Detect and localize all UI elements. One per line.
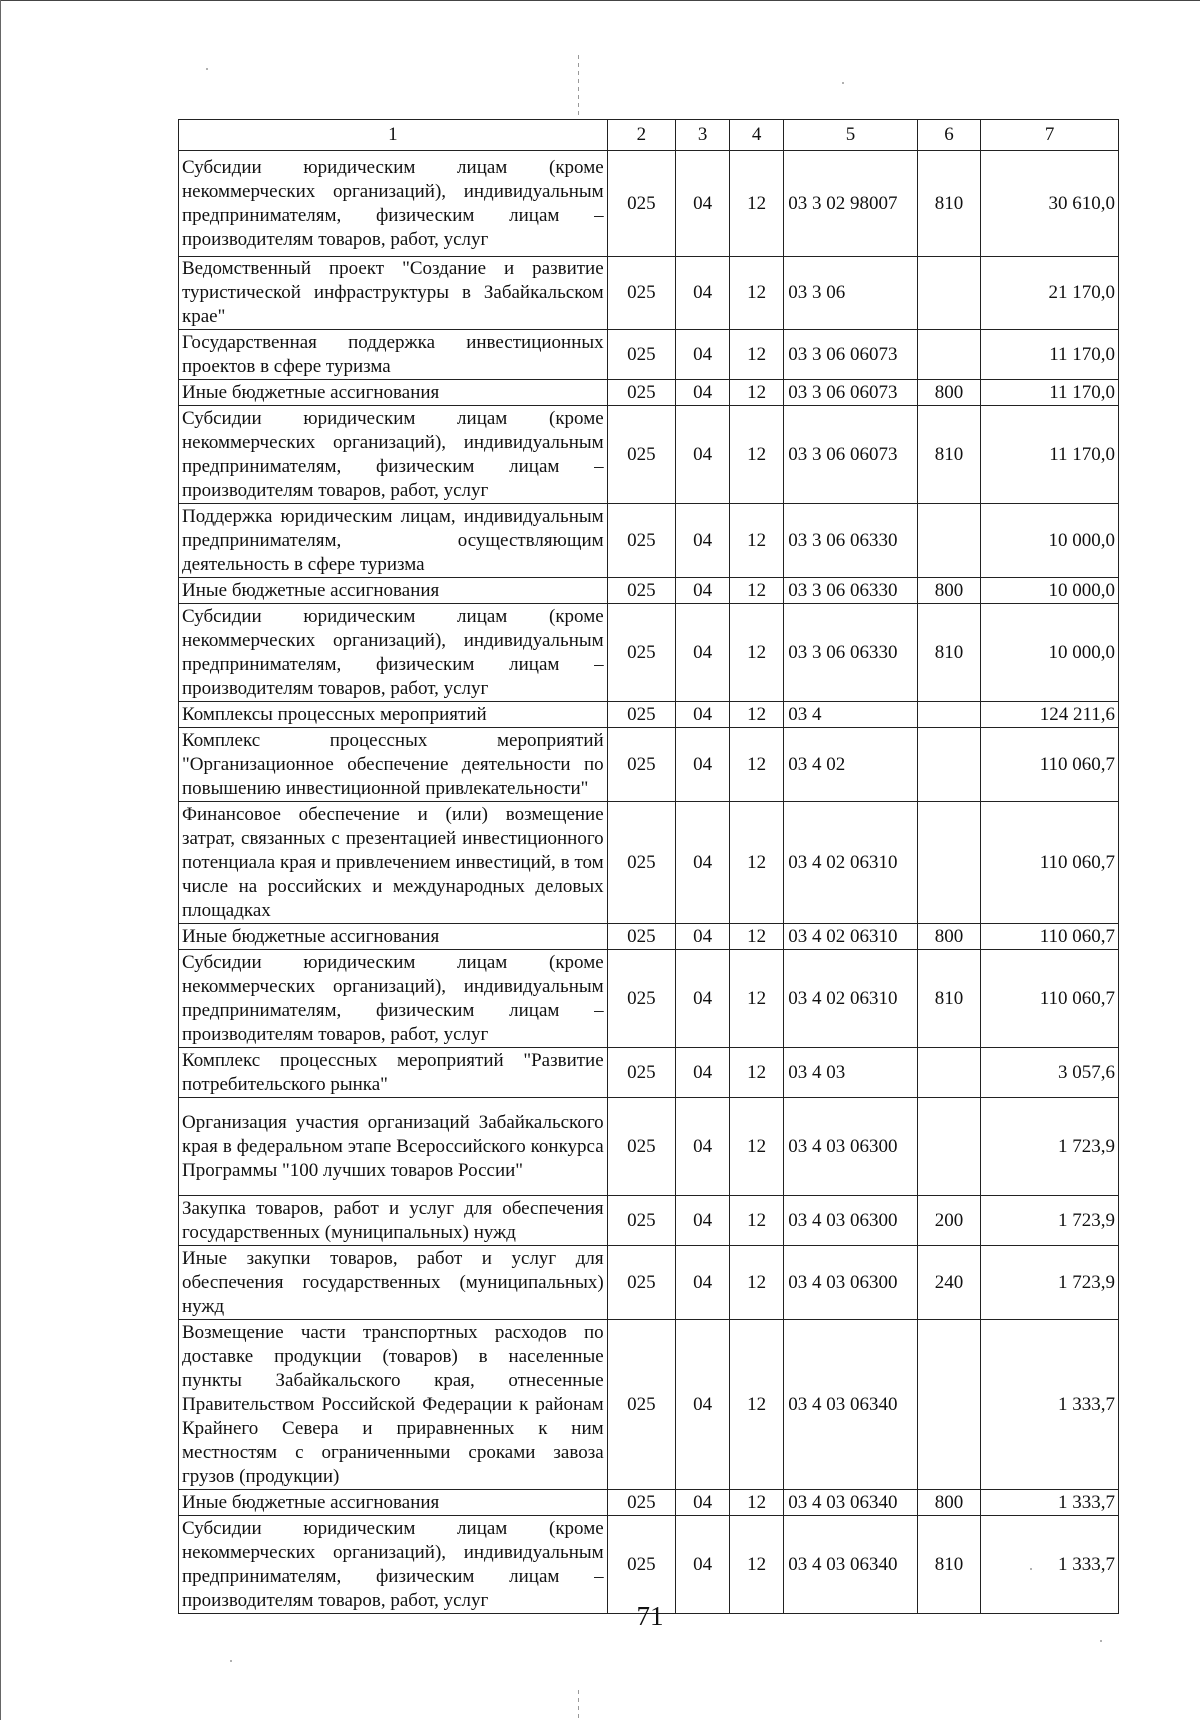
fold-mark-bottom	[578, 1690, 579, 1720]
cell-subsection: 12	[730, 1246, 784, 1320]
cell-ministry-code: 025	[607, 802, 675, 924]
table-row	[179, 406, 1119, 504]
column-header-6: 6	[917, 120, 980, 151]
cell-section: 04	[676, 1196, 730, 1246]
cell-name: Иные закупки товаров, работ и услуг для обеспечения государственных (муниципальных) нужд	[179, 1246, 608, 1320]
table-row	[179, 802, 1119, 924]
cell-ministry-code: 025	[607, 1516, 675, 1614]
cell-amount: 1 723,9	[981, 1098, 1119, 1196]
cell-target-article: 03 4 03 06300	[784, 1246, 918, 1320]
scan-speck	[1030, 1568, 1032, 1570]
column-header-7: 7	[981, 120, 1119, 151]
table-row	[179, 1320, 1119, 1490]
table-row	[179, 950, 1119, 1048]
table-row	[179, 604, 1119, 702]
table-row	[179, 702, 1119, 728]
cell-section: 04	[676, 380, 730, 406]
cell-amount: 1 333,7	[981, 1490, 1119, 1516]
cell-section: 04	[676, 924, 730, 950]
cell-ministry-code: 025	[607, 924, 675, 950]
cell-target-article: 03 3 02 98007	[784, 151, 918, 257]
cell-name: Закупка товаров, работ и услуг для обеспечения государственных (муниципальных) нужд	[179, 1196, 608, 1246]
cell-subsection: 12	[730, 950, 784, 1048]
cell-amount: 11 170,0	[981, 380, 1119, 406]
cell-subsection: 12	[730, 924, 784, 950]
cell-expense-type	[917, 1048, 980, 1098]
scan-top-edge	[0, 0, 1200, 1]
cell-ministry-code: 025	[607, 257, 675, 330]
cell-subsection: 12	[730, 702, 784, 728]
table-row	[179, 257, 1119, 330]
cell-target-article: 03 4	[784, 702, 918, 728]
cell-amount: 10 000,0	[981, 504, 1119, 578]
cell-section: 04	[676, 1098, 730, 1196]
cell-section: 04	[676, 728, 730, 802]
cell-ministry-code: 025	[607, 702, 675, 728]
cell-subsection: 12	[730, 1048, 784, 1098]
cell-ministry-code: 025	[607, 1048, 675, 1098]
cell-expense-type: 810	[917, 604, 980, 702]
cell-section: 04	[676, 1246, 730, 1320]
table-row	[179, 924, 1119, 950]
table-header-row	[179, 120, 1119, 151]
cell-name: Иные бюджетные ассигнования	[179, 924, 608, 950]
cell-target-article: 03 4 02 06310	[784, 950, 918, 1048]
cell-name: Государственная поддержка инвестиционных проектов в сфере туризма	[179, 330, 608, 380]
cell-ministry-code: 025	[607, 1098, 675, 1196]
cell-section: 04	[676, 604, 730, 702]
cell-target-article: 03 3 06 06330	[784, 604, 918, 702]
cell-name: Ведомственный проект "Создание и развитие туристической инфраструктуры в Забайкальском крае"	[179, 257, 608, 330]
column-header-3: 3	[676, 120, 730, 151]
cell-ministry-code: 025	[607, 1490, 675, 1516]
cell-amount: 11 170,0	[981, 330, 1119, 380]
cell-name: Комплекс процессных мероприятий "Организационное обеспечение деятельности по повышению инвестиционной привлекательности"	[179, 728, 608, 802]
cell-section: 04	[676, 151, 730, 257]
cell-expense-type: 810	[917, 151, 980, 257]
cell-section: 04	[676, 578, 730, 604]
table-row	[179, 1246, 1119, 1320]
cell-ministry-code: 025	[607, 578, 675, 604]
cell-target-article: 03 4 02	[784, 728, 918, 802]
cell-target-article: 03 3 06 06330	[784, 578, 918, 604]
cell-target-article: 03 4 03 06340	[784, 1516, 918, 1614]
cell-amount: 1 723,9	[981, 1196, 1119, 1246]
cell-expense-type	[917, 1320, 980, 1490]
cell-amount: 1 723,9	[981, 1246, 1119, 1320]
table-row	[179, 1098, 1119, 1196]
column-header-4: 4	[730, 120, 784, 151]
cell-subsection: 12	[730, 380, 784, 406]
cell-expense-type: 800	[917, 380, 980, 406]
column-header-1: 1	[179, 120, 608, 151]
cell-section: 04	[676, 702, 730, 728]
cell-name: Возмещение части транспортных расходов по доставке продукции (товаров) в населенные пункты Забайкальского края, отнесенные Правительством Российской Федерации к районам Крайнего Севера и приравненных к ним местностям с ограниченными сроками завоза грузов (продукции)	[179, 1320, 608, 1490]
cell-amount: 124 211,6	[981, 702, 1119, 728]
cell-ministry-code: 025	[607, 950, 675, 1048]
cell-name: Субсидии юридическим лицам (кроме некоммерческих организаций), индивидуальным предпринимателям, физическим лицам – производителям товаров, работ, услуг	[179, 604, 608, 702]
cell-section: 04	[676, 1490, 730, 1516]
cell-expense-type: 240	[917, 1246, 980, 1320]
cell-section: 04	[676, 330, 730, 380]
cell-name: Финансовое обеспечение и (или) возмещение затрат, связанных с презентацией инвестиционного потенциала края и привлечением инвестиций, в том числе на российских и международных деловых площадках	[179, 802, 608, 924]
cell-subsection: 12	[730, 151, 784, 257]
cell-expense-type: 800	[917, 924, 980, 950]
table-row	[179, 1490, 1119, 1516]
cell-expense-type: 800	[917, 578, 980, 604]
column-header-5: 5	[784, 120, 918, 151]
cell-section: 04	[676, 257, 730, 330]
cell-subsection: 12	[730, 406, 784, 504]
cell-section: 04	[676, 802, 730, 924]
table-body	[179, 120, 1119, 1614]
scan-speck	[842, 82, 844, 84]
cell-section: 04	[676, 504, 730, 578]
cell-amount: 10 000,0	[981, 578, 1119, 604]
cell-subsection: 12	[730, 1516, 784, 1614]
cell-name: Субсидии юридическим лицам (кроме некоммерческих организаций), индивидуальным предпринимателям, физическим лицам – производителям товаров, работ, услуг	[179, 1516, 608, 1614]
scan-left-edge	[0, 0, 1, 1720]
cell-section: 04	[676, 1516, 730, 1614]
cell-target-article: 03 4 02 06310	[784, 924, 918, 950]
cell-amount: 21 170,0	[981, 257, 1119, 330]
cell-section: 04	[676, 406, 730, 504]
page-number: 71	[636, 1601, 664, 1631]
cell-name: Иные бюджетные ассигнования	[179, 578, 608, 604]
table-row	[179, 504, 1119, 578]
cell-subsection: 12	[730, 1320, 784, 1490]
table-row	[179, 728, 1119, 802]
cell-ministry-code: 025	[607, 504, 675, 578]
cell-subsection: 12	[730, 504, 784, 578]
cell-name: Комплекс процессных мероприятий "Развитие потребительского рынка"	[179, 1048, 608, 1098]
cell-subsection: 12	[730, 578, 784, 604]
cell-expense-type	[917, 504, 980, 578]
table-row	[179, 1516, 1119, 1614]
cell-ministry-code: 025	[607, 406, 675, 504]
cell-ministry-code: 025	[607, 380, 675, 406]
cell-ministry-code: 025	[607, 1196, 675, 1246]
cell-subsection: 12	[730, 257, 784, 330]
cell-section: 04	[676, 1320, 730, 1490]
cell-amount: 110 060,7	[981, 802, 1119, 924]
cell-name: Комплексы процессных мероприятий	[179, 702, 608, 728]
cell-expense-type: 800	[917, 1490, 980, 1516]
cell-ministry-code: 025	[607, 728, 675, 802]
cell-target-article: 03 4 03 06340	[784, 1490, 918, 1516]
cell-target-article: 03 4 03 06340	[784, 1320, 918, 1490]
cell-expense-type: 200	[917, 1196, 980, 1246]
cell-amount: 110 060,7	[981, 950, 1119, 1048]
cell-subsection: 12	[730, 1098, 784, 1196]
scan-speck	[206, 68, 208, 70]
cell-ministry-code: 025	[607, 330, 675, 380]
cell-expense-type	[917, 728, 980, 802]
cell-expense-type: 810	[917, 950, 980, 1048]
cell-ministry-code: 025	[607, 1320, 675, 1490]
scan-speck	[230, 1660, 232, 1662]
cell-ministry-code: 025	[607, 1246, 675, 1320]
cell-expense-type: 810	[917, 406, 980, 504]
cell-amount: 10 000,0	[981, 604, 1119, 702]
fold-mark-top	[578, 55, 579, 117]
cell-name: Субсидии юридическим лицам (кроме некоммерческих организаций), индивидуальным предпринимателям, физическим лицам – производителям товаров, работ, услуг	[179, 151, 608, 257]
cell-subsection: 12	[730, 604, 784, 702]
cell-target-article: 03 3 06 06330	[784, 504, 918, 578]
table-row	[179, 578, 1119, 604]
cell-ministry-code: 025	[607, 151, 675, 257]
cell-name: Организация участия организаций Забайкальского края в федеральном этапе Всероссийского конкурса Программы "100 лучших товаров России"	[179, 1098, 608, 1196]
cell-amount: 30 610,0	[981, 151, 1119, 257]
cell-amount: 1 333,7	[981, 1516, 1119, 1614]
cell-name: Поддержка юридическим лицам, индивидуальным предпринимателям, осуществляющим деятельность в сфере туризма	[179, 504, 608, 578]
cell-target-article: 03 3 06 06073	[784, 380, 918, 406]
cell-amount: 110 060,7	[981, 924, 1119, 950]
cell-subsection: 12	[730, 728, 784, 802]
cell-subsection: 12	[730, 330, 784, 380]
cell-target-article: 03 4 02 06310	[784, 802, 918, 924]
cell-amount: 110 060,7	[981, 728, 1119, 802]
cell-section: 04	[676, 1048, 730, 1098]
cell-expense-type	[917, 802, 980, 924]
cell-amount: 11 170,0	[981, 406, 1119, 504]
cell-ministry-code: 025	[607, 604, 675, 702]
cell-section: 04	[676, 950, 730, 1048]
table-row	[179, 151, 1119, 257]
table-row	[179, 1048, 1119, 1098]
cell-name: Иные бюджетные ассигнования	[179, 1490, 608, 1516]
cell-name: Субсидии юридическим лицам (кроме некоммерческих организаций), индивидуальным предпринимателям, физическим лицам – производителям товаров, работ, услуг	[179, 950, 608, 1048]
cell-target-article: 03 4 03 06300	[784, 1196, 918, 1246]
cell-target-article: 03 3 06 06073	[784, 330, 918, 380]
cell-expense-type	[917, 257, 980, 330]
cell-expense-type	[917, 1098, 980, 1196]
cell-target-article: 03 3 06 06073	[784, 406, 918, 504]
cell-name: Иные бюджетные ассигнования	[179, 380, 608, 406]
column-header-2: 2	[607, 120, 675, 151]
table-row	[179, 1196, 1119, 1246]
cell-amount: 3 057,6	[981, 1048, 1119, 1098]
cell-expense-type: 810	[917, 1516, 980, 1614]
cell-target-article: 03 4 03	[784, 1048, 918, 1098]
cell-expense-type	[917, 330, 980, 380]
cell-target-article: 03 3 06	[784, 257, 918, 330]
cell-expense-type	[917, 702, 980, 728]
cell-subsection: 12	[730, 802, 784, 924]
scan-speck	[1100, 1640, 1102, 1642]
budget-table	[178, 119, 1119, 1614]
cell-target-article: 03 4 03 06300	[784, 1098, 918, 1196]
table-row	[179, 380, 1119, 406]
cell-amount: 1 333,7	[981, 1320, 1119, 1490]
table-row	[179, 330, 1119, 380]
cell-subsection: 12	[730, 1196, 784, 1246]
cell-name: Субсидии юридическим лицам (кроме некоммерческих организаций), индивидуальным предпринимателям, физическим лицам – производителям товаров, работ, услуг	[179, 406, 608, 504]
cell-subsection: 12	[730, 1490, 784, 1516]
